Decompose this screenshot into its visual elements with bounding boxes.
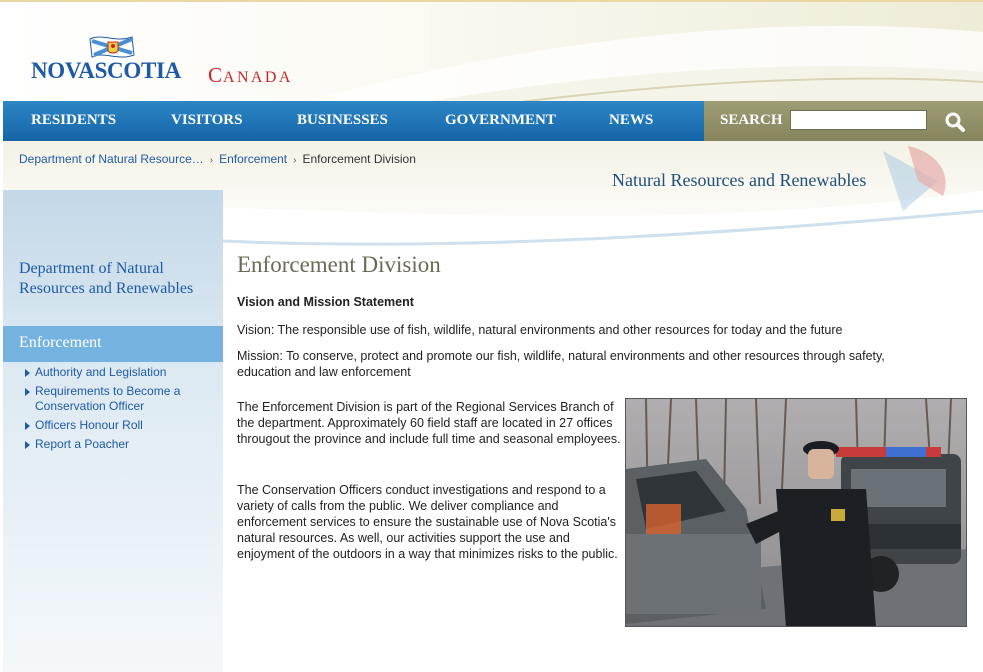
sidebar-item-enforcement[interactable] (3, 326, 223, 362)
sidebar-link-requirements[interactable]: Requirements to Become a Conservation Officer (25, 384, 215, 414)
vision-mission-heading: Vision and Mission Statement (237, 295, 414, 309)
logo-nova-scotia-text: NOVASCOTIA (31, 58, 181, 83)
breadcrumb-link-enforcement[interactable]: Enforcement (219, 152, 288, 166)
paragraph-conservation-officers: The Conservation Officers conduct investigations and respond to a variety of calls from the public. We deliver compliance and enforcement services to ensure the sustainable use of Nova Scotia's natural resources. As well, our activities support the use and enjoyment of the outdoors in a way that minimizes risks to the public. (237, 483, 618, 561)
sidebar (3, 190, 223, 672)
search-label: SEARCH (720, 112, 783, 128)
main-content (237, 252, 967, 561)
mission-statement: Mission: To conserve, protect and promote our fish, wildlife, natural environments and other resources through safety, education and law enforcement (237, 349, 885, 379)
search-area (704, 101, 983, 141)
sidebar-link-honour-roll[interactable]: Officers Honour Roll (25, 418, 215, 433)
site-header (0, 0, 983, 101)
nova-scotia-flag-icon (88, 33, 148, 61)
nav-item-visitors[interactable]: VISITORS (171, 112, 243, 128)
breadcrumb-separator: › (209, 155, 214, 166)
breadcrumb-current: Enforcement Division (302, 152, 416, 166)
vision-statement: Vision: The responsible use of fish, wildlife, natural environments and other resources for today and the future (237, 323, 843, 337)
nav-item-residents[interactable]: RESIDENTS (31, 112, 117, 128)
paragraph-division-overview: The Enforcement Division is part of the Regional Services Branch of the department. Approximately 60 field staff are located in 27 offices througout the province and include full time and seasonal employees. (237, 400, 621, 446)
breadcrumb (19, 152, 416, 166)
sidebar-sublinks (25, 365, 215, 456)
sidebar-link-authority[interactable]: Authority and Legislation (25, 365, 215, 380)
main-navigation (3, 101, 983, 141)
section-title[interactable]: Natural Resources and Renewables (612, 170, 867, 190)
breadcrumb-link-department[interactable]: Department of Natural Resource… (19, 152, 204, 166)
sidebar-item-label: Enforcement (19, 334, 102, 351)
breadcrumb-separator: › (293, 155, 297, 166)
nav-item-government[interactable]: GOVERNMENT (445, 112, 556, 128)
officer-traffic-stop-image (626, 399, 967, 627)
sidebar-department-link[interactable]: Department of Natural Resources and Renewables (19, 260, 194, 297)
nav-item-businesses[interactable]: BUSINESSES (297, 112, 388, 128)
page-title: Enforcement Division (237, 252, 441, 277)
conservation-officer-photo (625, 398, 967, 627)
nova-scotia-logo[interactable] (31, 33, 331, 87)
sidebar-link-report-poacher[interactable]: Report a Poacher (25, 437, 215, 452)
magnifier-icon[interactable] (944, 111, 966, 133)
logo-canada-text: CANADA (208, 63, 293, 87)
search-input[interactable] (790, 110, 927, 130)
nav-item-news[interactable]: NEWS (609, 112, 654, 128)
